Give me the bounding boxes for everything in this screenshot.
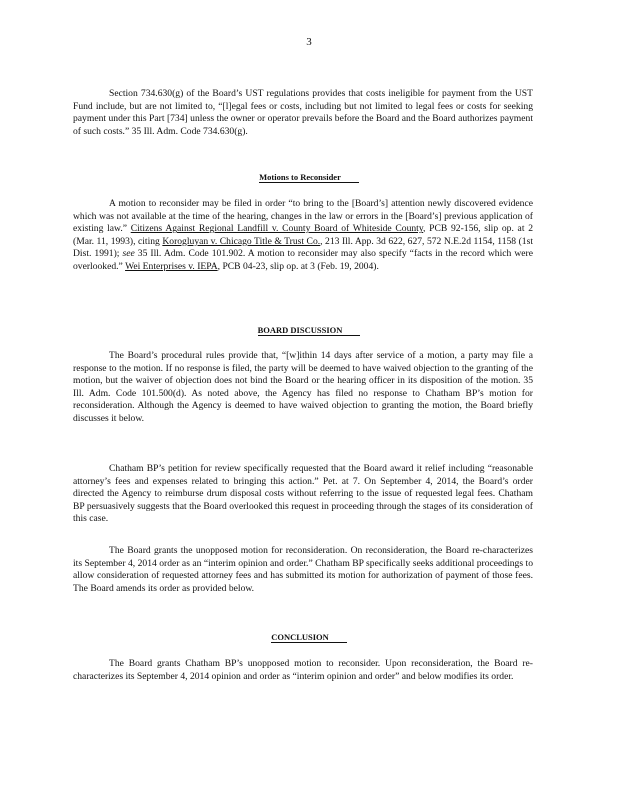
paragraph-grant [73, 545, 533, 595]
paragraph-conclusion [73, 658, 533, 683]
paragraph-text: , PCB 04-23, slip op. at 3 (Feb. 19, 2004). [217, 260, 379, 272]
paragraph-text: The Board grants the unopposed motion for reconsideration. On reconsideration, the Board re-characterizes its September 4, 2014 order as an “interim opinion and order.” Chatham BP specifically seeks additional proceedings to allow consideration of requested attorney fees and has submitted its motion for authorization of payment of those fees. The Board amends its order as provided below. [73, 545, 533, 594]
paragraph-motion-standard [73, 198, 533, 274]
paragraph-petition [73, 463, 533, 526]
signal-see: see [122, 248, 135, 260]
case-citation: Wei Enterprises v. IEPA [125, 260, 218, 272]
paragraph-text: The Board grants Chatham BP’s unopposed motion to reconsider. Upon reconsideration, the Board re-characterizes its September 4, 2014 opinion and order as “interim opinion and order” and below modifies its order. [73, 658, 533, 682]
paragraph-ust-regulations [73, 88, 533, 138]
heading-conclusion [0, 632, 618, 643]
heading-motions-to-reconsider [0, 172, 618, 183]
heading-text: CONCLUSION [271, 632, 347, 643]
paragraph-text: The Board’s procedural rules provide that, “[w]ithin 14 days after service of a motion, a party may file a response to the motion. If no response is filed, the party will be deemed to have waived objection to the granting of the motion, but the waiver of objection does not bind the Board or the hearing officer in its disposition of the motion. 35 Ill. Adm. Code 101.500(d). As noted above, the Agency has filed no response to Chatham BP’s motion for reconsideration. Although the Agency is deemed to have waived objection to granting the motion, the Board briefly discusses it below. [73, 350, 533, 424]
paragraph-text: Section 734.630(g) of the Board’s UST regulations provides that costs ineligible for payment from the UST Fund include, but are not limited to, “[l]egal fees or costs, including but not limited to legal fees or costs for seeking payment under this Part [734] unless the owner or operator prevails before the Board and the Board authorizes payment of such costs.” 35 Ill. Adm. Code 734.630(g). [73, 88, 533, 137]
paragraph-text: , 213 Ill. App. 3d 622, 627, 572 N.E.2d 1154, 1158 (1st Dist. 1991); [73, 235, 533, 260]
page-number: 3 [306, 36, 312, 48]
case-citation: Citizens Against Regional Landfill v. County Board of Whiteside County [130, 223, 424, 235]
paragraph-procedural-rules [73, 350, 533, 426]
paragraph-text: 35 Ill. Adm. Code 101.902. A motion to reconsider may also specify “facts in the record which were overlooked.” [73, 248, 533, 272]
paragraph-text: Chatham BP’s petition for review specifically requested that the Board award it relief including “reasonable attorney’s fees and expenses related to bringing this action.” Pet. at 7. On September 4, 2014, the Board’s order directed the Agency to reimburse drum disposal costs without referring to the issue of requested legal fees. Chatham BP persuasively suggests that the Board overlooked this request in proceeding through the stages of its consideration of this case. [73, 463, 533, 525]
heading-board-discussion [0, 325, 618, 336]
paragraph-text: , PCB 92-156, slip op. at 2 (Mar. 11, 1993), citing [73, 223, 533, 247]
paragraph-text: A motion to reconsider may be filed in order “to bring to the [Board’s] attention newly discovered evidence which was not available at the time of the hearing, changes in the law or errors in the [Board’s] previous application of existing law.” [73, 198, 533, 235]
heading-text: Motions to Reconsider [259, 172, 359, 183]
case-citation: Korogluyan v. Chicago Title & Trust Co. [162, 235, 321, 247]
heading-text: BOARD DISCUSSION [258, 325, 361, 336]
